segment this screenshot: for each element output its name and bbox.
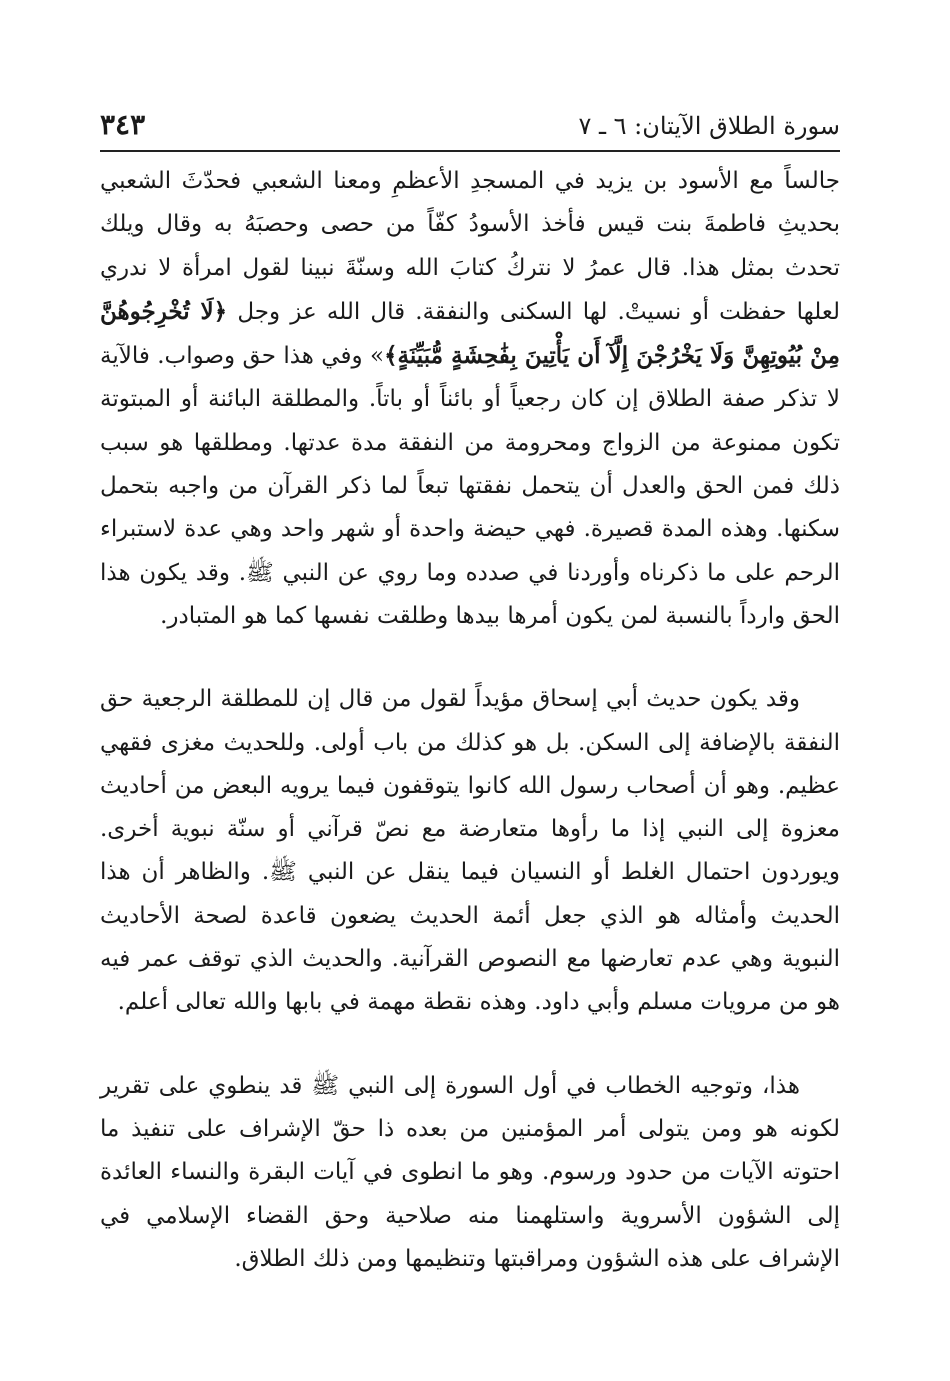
running-header: [100, 108, 840, 148]
paragraph-2: وقد يكون حديث أبي إسحاق مؤيداً لقول من قال إن للمطلقة الرجعية حق النفقة بالإضافة إلى السكن. بل هو كذلك من باب أولى. وللحديث مغزى فقهي عظيم. وهو أن أصحاب رسول الله كانوا يتوقفون فيما يرويه البعض من أحاديث معزوة إلى النبي إذا ما رأوها متعارضة مع نصّ قرآني أو سنّة نبوية أخرى. ويوردون احتمال الغلط أو النسيان فيما ينقل عن النبي ﷺ. والظاهر أن هذا الحديث وأمثاله هو الذي جعل أئمة الحديث يضعون قاعدة لصحة الأحاديث النبوية وهي عدم تعارضها مع النصوص القرآنية. والحديث الذي توقف عمر فيه هو من مرويات مسلم وأبي داود. وهذه نقطة مهمة في بابها والله تعالى أعلم.: [100, 686, 840, 1016]
page-number: ٣٤٣: [100, 108, 146, 141]
paragraph-1-text-after: » وفي هذا حق وصواب. فالآية لا تذكر صفة الطلاق إن كان رجعياً أو بائناً أو باتاً. والمطلقة البائنة أو المبتوتة تكون ممنوعة من الزواج ومحرومة من النفقة مدة عدتها. ومطلقها هو سبب ذلك فمن الحق والعدل أن يتحمل نفقتها تبعاً لما ذكر القرآن من واجبه بتحمل سكنها. وهذه المدة قصيرة. فهي حيضة واحدة أو شهر واحد وهي عدة لاستبراء الرحم على ما ذكرناه وأوردنا في صدده وما روي عن النبي ﷺ. وقد يكون هذا الحق وارداً بالنسبة لمن يكون أمرها بيدها وطلقت نفسها كما هو المتبادر.: [100, 343, 840, 629]
header-title: سورة الطلاق الآيتان: ٦ ـ ٧: [578, 112, 840, 140]
paragraph-1-text-before: جالساً مع الأسود بن يزيد في المسجدِ الأعظمِ ومعنا الشعبي فحدّثَ الشعبي بحديثِ فاطمةَ بنت قيس فأخذ الأسودُ كفّاً من حصى وحصبَهُ به وقال ويلك تحدث بمثل هذا. قال عمرُ لا نتركُ كتابَ الله وسنّةَ نبينا لقول امرأة لا ندري لعلها حفظت أو نسيتْ. لها السكنى والنفقة. قال الله عز وجل: [100, 168, 840, 325]
body-text: [100, 160, 840, 1281]
paragraph-1: [100, 160, 840, 638]
header-divider: [100, 150, 840, 152]
paragraph-3: هذا، وتوجيه الخطاب في أول السورة إلى النبي ﷺ قد ينطوي على تقرير لكونه هو ومن يتولى أمر المؤمنين من بعده ذا حقّ الإشراف على تنفيذ ما احتوته الآيات من حدود ورسوم. وهو ما انطوى في آيات البقرة والنساء العائدة إلى الشؤون الأسروية واستلهمنا منه صلاحية وحق القضاء الإسلامي في الإشراف على هذه الشؤون ومراقبتها وتنظيمها ومن ذلك الطلاق.: [100, 1072, 840, 1272]
quran-verse: ﴿لَا تُخْرِجُوهُنَّ مِنْ بُيُوتِهِنَّ وَلَا يَخْرُجْنَ إِلَّآ أَن يَأْتِينَ بِفَٰحِشَةٍ مُّبَيِّنَةٍ﴾: [100, 297, 840, 370]
